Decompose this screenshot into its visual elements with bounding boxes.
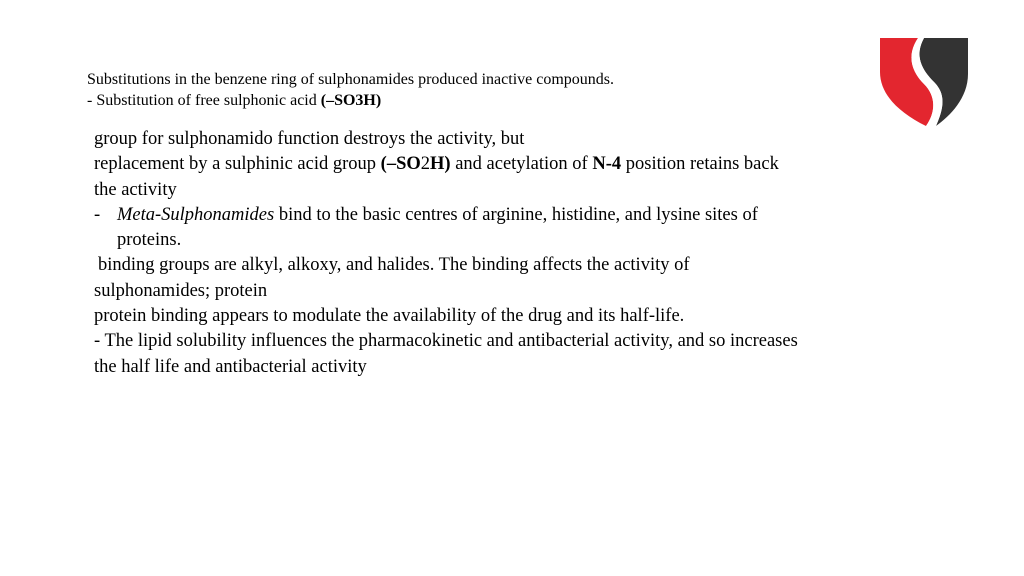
body-line-1: group for sulphonamido function destroys the activity, but [94, 129, 525, 149]
meta-sulphonamides-term: Meta-Sulphonamides [117, 204, 275, 225]
body-line-2 [94, 152, 924, 177]
bullet-meta-sulphonamides [94, 203, 924, 228]
body-line-8: the half life and antibacterial activity [94, 356, 367, 377]
body-line-6: protein binding appears to modulate the availability of the drug and its half-life. [94, 306, 685, 327]
intro-line-2-text: - Substitution of free sulphonic acid [87, 92, 321, 109]
body-text [94, 127, 924, 380]
formula-so2h-sub: 2 [420, 154, 430, 175]
intro-line-1: Substitutions in the benzene ring of sulphonamides produced inactive compounds. [87, 71, 615, 88]
shield-logo-icon [876, 36, 972, 128]
body-line-2b: and acetylation of [450, 154, 593, 175]
body-line-5: sulphonamides; protein [94, 280, 268, 301]
university-logo [876, 36, 972, 128]
formula-so2h-end: H) [430, 154, 451, 175]
intro-formula-so3h: (–SO3H) [320, 92, 382, 109]
formula-so2h-start: (–SO [380, 154, 421, 175]
body-line-2a: replacement by a sulphinic acid group [94, 154, 381, 175]
bullet-dash: - [94, 204, 101, 225]
body-line-7: - The lipid solubility influences the pharmacokinetic and antibacterial activity, and so increases [94, 331, 798, 352]
formula-so2h [381, 154, 451, 174]
body-line-4: binding groups are alkyl, alkoxy, and halides. The binding affects the activity of [98, 255, 690, 276]
body-line-2c: position retains back [621, 154, 779, 175]
bullet-1-text: bind to the basic centres of arginine, histidine, and lysine sites of [274, 204, 758, 225]
body-line-3: the activity [94, 179, 177, 200]
bullet-1-continuation: proteins. [117, 230, 182, 251]
intro-block [87, 69, 614, 111]
intro-line-2 [87, 90, 614, 111]
n4-label: N-4 [592, 154, 622, 175]
